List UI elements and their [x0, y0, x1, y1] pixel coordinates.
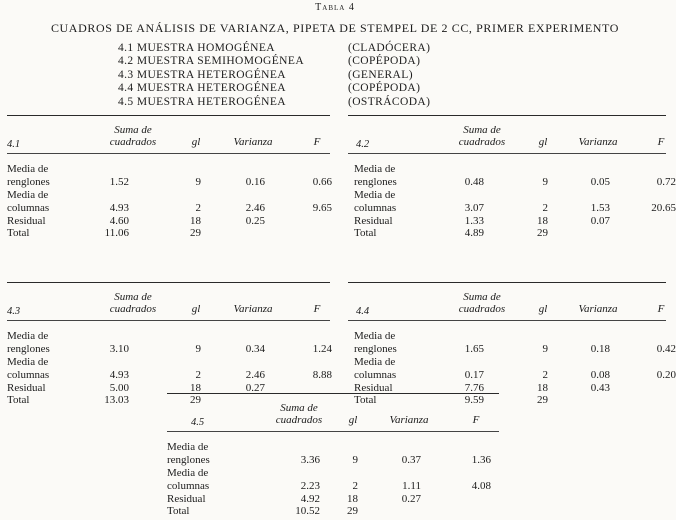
cell-suma-columnas: 4.93: [109, 202, 129, 214]
row-label-media-de: Media de: [167, 467, 209, 479]
header-varianza: Varianza: [578, 136, 618, 148]
row-label-total: Total: [167, 505, 190, 517]
row-label-residual: Residual: [354, 215, 393, 227]
cell-varianza-renglones: 0.05: [590, 176, 610, 188]
cell-varianza-residual: 0.25: [245, 215, 265, 227]
table-top-rule: [348, 115, 666, 116]
header-varianza: Varianza: [578, 303, 618, 315]
row-label-media-de: Media de: [7, 330, 49, 342]
header-f: F: [313, 303, 321, 315]
sample-category: (COPÉPODA): [348, 55, 421, 68]
header-suma-line2: cuadrados: [458, 303, 506, 315]
cell-varianza-columnas: 2.46: [245, 202, 265, 214]
cell-gl-columnas: 2: [352, 480, 358, 492]
cell-varianza-renglones: 0.34: [245, 343, 265, 355]
cell-suma-renglones: 3.36: [300, 454, 320, 466]
cell-gl-renglones: 9: [195, 343, 201, 355]
cell-suma-total: 9.59: [464, 394, 484, 406]
sample-name: 4.1 MUESTRA HOMOGÉNEA: [118, 42, 275, 54]
header-suma-line2: cuadrados: [275, 414, 323, 426]
table-id: 4.2: [356, 139, 370, 150]
cell-gl-residual: 18: [190, 382, 201, 394]
row-label-columnas: columnas: [167, 480, 210, 492]
cell-f-columnas: 4.08: [471, 480, 491, 492]
cell-gl-total: 29: [347, 505, 358, 517]
row-label-total: Total: [7, 227, 30, 239]
cell-varianza-columnas: 1.11: [402, 480, 421, 492]
sample-item: [118, 69, 430, 82]
row-label-renglones: renglones: [7, 176, 50, 188]
sample-category: (COPÉPODA): [348, 82, 421, 95]
cell-suma-renglones: 0.48: [464, 176, 484, 188]
table-top-rule: [7, 115, 330, 116]
sample-name: 4.3 MUESTRA HETEROGÉNEA: [118, 68, 286, 81]
cell-suma-residual: 4.60: [109, 215, 129, 227]
row-label-residual: Residual: [167, 493, 206, 505]
cell-suma-residual: 5.00: [109, 382, 129, 394]
row-label-renglones: renglones: [354, 176, 397, 188]
header-varianza: Varianza: [389, 414, 429, 426]
row-label-total: Total: [354, 227, 377, 239]
header-gl: gl: [191, 136, 201, 148]
cell-suma-total: 13.03: [104, 394, 129, 406]
header-suma-line1: Suma de: [463, 291, 501, 303]
sample-name: 4.2 MUESTRA SEMIHOMOGÉNEA: [118, 55, 305, 68]
cell-f-columnas: 0.20: [656, 369, 676, 381]
sample-category: (GENERAL): [348, 68, 413, 81]
table-top-rule: [7, 282, 330, 283]
cell-gl-renglones: 9: [542, 343, 548, 355]
cell-gl-columnas: 2: [195, 202, 201, 214]
cell-gl-columnas: 2: [542, 369, 548, 381]
header-suma-line2: cuadrados: [458, 136, 506, 148]
cell-suma-renglones: 1.65: [464, 343, 484, 355]
cell-suma-total: 11.06: [104, 227, 129, 239]
row-label-columnas: columnas: [7, 202, 50, 214]
cell-gl-total: 29: [190, 227, 201, 239]
cell-suma-columnas: 2.23: [300, 480, 320, 492]
cell-suma-columnas: 0.17: [464, 369, 484, 381]
cell-gl-columnas: 2: [542, 202, 548, 214]
cell-f-columnas: 20.65: [651, 202, 676, 214]
cell-gl-renglones: 9: [195, 176, 201, 188]
table-id: 4.4: [356, 306, 370, 317]
sample-name: 4.4 MUESTRA HETEROGÉNEA: [118, 82, 286, 95]
table-header-rule: [7, 153, 330, 154]
cell-varianza-residual: 0.07: [590, 215, 610, 227]
header-suma-line1: Suma de: [114, 124, 152, 136]
cell-gl-columnas: 2: [195, 369, 201, 381]
anova-table-4-4: [348, 282, 676, 407]
sample-category: (OSTRÁCODA): [348, 95, 431, 108]
sample-list: [118, 42, 430, 109]
table-top-rule: [167, 393, 499, 394]
sample-name: 4.5 MUESTRA HETEROGÉNEA: [118, 95, 286, 108]
table-label: Tabla 4: [315, 2, 355, 13]
cell-suma-renglones: 1.52: [109, 176, 129, 188]
cell-gl-residual: 18: [190, 215, 201, 227]
table-header-rule: [7, 320, 330, 321]
row-label-media-de: Media de: [354, 189, 396, 201]
table-id: 4.3: [7, 306, 21, 317]
cell-f-renglones: 1.24: [312, 343, 332, 355]
cell-gl-total: 29: [190, 394, 201, 406]
header-gl: gl: [538, 136, 548, 148]
cell-f-renglones: 0.72: [656, 176, 676, 188]
cell-varianza-columnas: 0.08: [590, 369, 610, 381]
cell-suma-total: 4.89: [464, 227, 484, 239]
header-f: F: [472, 414, 480, 426]
row-label-renglones: renglones: [7, 343, 50, 355]
cell-f-renglones: 1.36: [471, 454, 491, 466]
cell-f-renglones: 0.42: [656, 343, 676, 355]
row-label-media-de: Media de: [167, 441, 209, 453]
row-label-media-de: Media de: [7, 356, 49, 368]
cell-suma-renglones: 3.10: [109, 343, 129, 355]
row-label-residual: Residual: [7, 215, 46, 227]
sample-category: (CLADÓCERA): [348, 42, 431, 54]
cell-gl-residual: 18: [347, 493, 358, 505]
cell-gl-residual: 18: [537, 215, 548, 227]
table-id: 4.5: [191, 417, 205, 428]
table-header-rule: [167, 431, 499, 432]
anova-table-4-3: [7, 282, 330, 407]
cell-f-columnas: 8.88: [312, 369, 332, 381]
header-f: F: [657, 303, 665, 315]
cell-varianza-residual: 0.27: [245, 382, 265, 394]
cell-varianza-renglones: 0.37: [401, 454, 421, 466]
sample-item: [118, 55, 430, 68]
cell-gl-renglones: 9: [542, 176, 548, 188]
header-suma-line1: Suma de: [114, 291, 152, 303]
cell-varianza-renglones: 0.16: [245, 176, 265, 188]
anova-table-4-5: [167, 393, 499, 518]
page-title: CUADROS DE ANÁLISIS DE VARIANZA, PIPETA DE STEMPEL DE 2 CC, PRIMER EXPERIMENTO: [50, 21, 620, 35]
header-varianza: Varianza: [233, 303, 273, 315]
row-label-media-de: Media de: [354, 330, 396, 342]
cell-varianza-renglones: 0.18: [590, 343, 610, 355]
cell-suma-residual: 4.92: [300, 493, 320, 505]
cell-gl-renglones: 9: [352, 454, 358, 466]
row-label-renglones: renglones: [167, 454, 210, 466]
header-suma-line2: cuadrados: [109, 303, 157, 315]
cell-f-columnas: 9.65: [312, 202, 332, 214]
row-label-columnas: columnas: [7, 369, 50, 381]
row-label-total: Total: [7, 394, 30, 406]
sample-item: [118, 42, 430, 55]
header-suma-line2: cuadrados: [109, 136, 157, 148]
row-label-residual: Residual: [7, 382, 46, 394]
sample-item: [118, 96, 430, 109]
header-varianza: Varianza: [233, 136, 273, 148]
header-gl: gl: [348, 414, 358, 426]
row-label-columnas: columnas: [354, 202, 397, 214]
cell-gl-total: 29: [537, 227, 548, 239]
cell-f-renglones: 0.66: [312, 176, 332, 188]
anova-table-4-1: [7, 115, 330, 240]
table-header-rule: [348, 153, 666, 154]
row-label-residual: Residual: [354, 382, 393, 394]
cell-suma-columnas: 3.07: [464, 202, 484, 214]
header-f: F: [313, 136, 321, 148]
row-label-media-de: Media de: [7, 163, 49, 175]
table-header-rule: [348, 320, 666, 321]
cell-varianza-columnas: 2.46: [245, 369, 265, 381]
header-suma-line1: Suma de: [280, 402, 318, 414]
header-gl: gl: [538, 303, 548, 315]
row-label-media-de: Media de: [7, 189, 49, 201]
header-suma-line1: Suma de: [463, 124, 501, 136]
row-label-renglones: renglones: [354, 343, 397, 355]
cell-suma-columnas: 4.93: [109, 369, 129, 381]
table-top-rule: [348, 282, 666, 283]
cell-varianza-residual: 0.43: [590, 382, 610, 394]
anova-table-4-2: [348, 115, 676, 240]
cell-varianza-columnas: 1.53: [590, 202, 610, 214]
cell-suma-residual: 7.76: [464, 382, 484, 394]
header-gl: gl: [191, 303, 201, 315]
header-f: F: [657, 136, 665, 148]
cell-gl-residual: 18: [537, 382, 548, 394]
row-label-columnas: columnas: [354, 369, 397, 381]
cell-suma-total: 10.52: [295, 505, 320, 517]
sample-item: [118, 82, 430, 95]
row-label-total: Total: [354, 394, 377, 406]
cell-gl-total: 29: [537, 394, 548, 406]
table-id: 4.1: [7, 139, 21, 150]
cell-varianza-residual: 0.27: [401, 493, 421, 505]
row-label-media-de: Media de: [354, 163, 396, 175]
cell-suma-residual: 1.33: [464, 215, 484, 227]
row-label-media-de: Media de: [354, 356, 396, 368]
